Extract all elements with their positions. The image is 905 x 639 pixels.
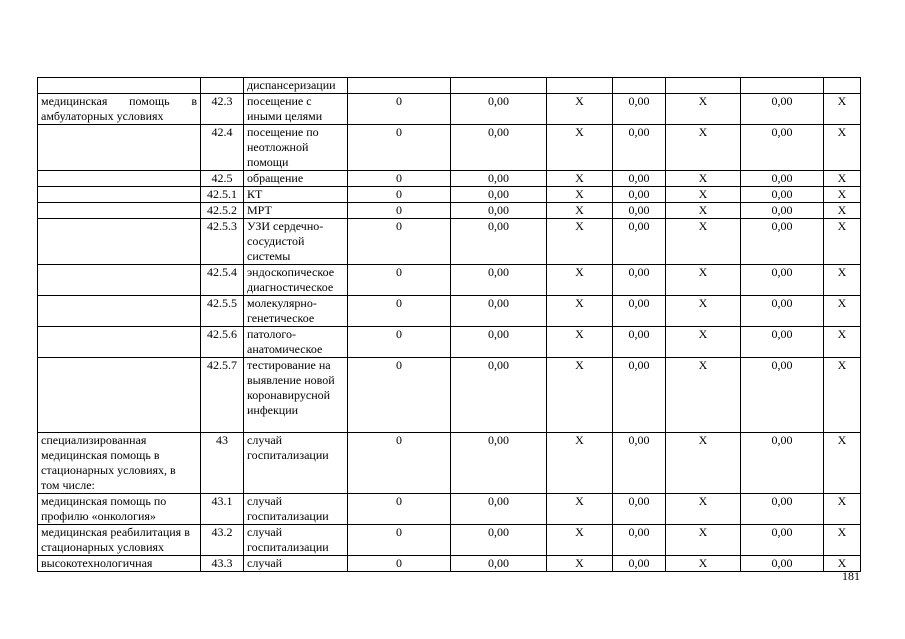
service-name-cell bbox=[38, 171, 201, 187]
value-cell: 0,00 bbox=[613, 125, 666, 171]
value-cell: 0,00 bbox=[741, 358, 824, 433]
unit-cell: МРТ bbox=[244, 203, 348, 219]
value-cell: 0,00 bbox=[741, 203, 824, 219]
unit-cell: молекулярно-генетическое bbox=[244, 296, 348, 327]
table-row bbox=[38, 494, 861, 525]
table-row bbox=[38, 171, 861, 187]
value-cell: X bbox=[666, 94, 741, 125]
row-code-cell: 42.5.2 bbox=[201, 203, 244, 219]
value-cell: 0,00 bbox=[451, 125, 547, 171]
value-cell bbox=[666, 78, 741, 94]
unit-cell: эндоскопическое диагностическое bbox=[244, 265, 348, 296]
row-code-cell: 42.3 bbox=[201, 94, 244, 125]
value-cell: 0,00 bbox=[613, 94, 666, 125]
row-code-cell: 43 bbox=[201, 433, 244, 494]
table-row bbox=[38, 265, 861, 296]
unit-cell: УЗИ сердечно-сосудистой системы bbox=[244, 219, 348, 265]
service-name-cell bbox=[38, 203, 201, 219]
row-code-cell: 43.1 bbox=[201, 494, 244, 525]
table-row bbox=[38, 358, 861, 433]
value-cell: X bbox=[666, 296, 741, 327]
value-cell: 0 bbox=[348, 125, 451, 171]
value-cell: 0,00 bbox=[451, 433, 547, 494]
value-cell bbox=[741, 78, 824, 94]
value-cell: 0,00 bbox=[741, 525, 824, 556]
service-name-cell bbox=[38, 265, 201, 296]
value-cell: 0 bbox=[348, 219, 451, 265]
value-cell: X bbox=[824, 525, 861, 556]
value-cell: X bbox=[547, 433, 613, 494]
unit-cell: случай госпитализации bbox=[244, 494, 348, 525]
value-cell: 0,00 bbox=[741, 171, 824, 187]
value-cell: 0,00 bbox=[613, 494, 666, 525]
value-cell: 0 bbox=[348, 327, 451, 358]
value-cell: X bbox=[666, 556, 741, 572]
value-cell: 0,00 bbox=[451, 494, 547, 525]
service-name-cell bbox=[38, 219, 201, 265]
value-cell: 0,00 bbox=[451, 187, 547, 203]
value-cell: X bbox=[547, 203, 613, 219]
value-cell: 0,00 bbox=[741, 125, 824, 171]
value-cell: X bbox=[824, 219, 861, 265]
value-cell: 0,00 bbox=[613, 525, 666, 556]
value-cell: 0 bbox=[348, 265, 451, 296]
value-cell: X bbox=[547, 525, 613, 556]
unit-cell: случай госпитализации bbox=[244, 525, 348, 556]
table-row bbox=[38, 125, 861, 171]
value-cell: X bbox=[824, 358, 861, 433]
value-cell bbox=[348, 78, 451, 94]
value-cell: X bbox=[666, 494, 741, 525]
value-cell: X bbox=[666, 327, 741, 358]
value-cell: X bbox=[824, 203, 861, 219]
value-cell: 0,00 bbox=[741, 327, 824, 358]
value-cell: X bbox=[666, 433, 741, 494]
value-cell: 0 bbox=[348, 94, 451, 125]
value-cell: 0,00 bbox=[613, 556, 666, 572]
value-cell: X bbox=[547, 171, 613, 187]
value-cell: X bbox=[824, 265, 861, 296]
value-cell: 0 bbox=[348, 187, 451, 203]
unit-cell: обращение bbox=[244, 171, 348, 187]
value-cell: X bbox=[547, 358, 613, 433]
value-cell: 0,00 bbox=[613, 203, 666, 219]
value-cell: 0 bbox=[348, 171, 451, 187]
table-row bbox=[38, 219, 861, 265]
row-code-cell: 42.5 bbox=[201, 171, 244, 187]
value-cell: 0,00 bbox=[451, 556, 547, 572]
row-code-cell bbox=[201, 78, 244, 94]
value-cell: 0,00 bbox=[613, 219, 666, 265]
value-cell: 0,00 bbox=[451, 171, 547, 187]
value-cell: X bbox=[666, 265, 741, 296]
unit-cell: посещение с иными целями bbox=[244, 94, 348, 125]
service-name-cell bbox=[38, 296, 201, 327]
value-cell: X bbox=[824, 433, 861, 494]
value-cell: 0,00 bbox=[741, 433, 824, 494]
service-name-cell: специализированная медицинская помощь в стационарных условиях, в том числе: bbox=[38, 433, 201, 494]
service-name-cell bbox=[38, 358, 201, 433]
value-cell: 0,00 bbox=[451, 296, 547, 327]
value-cell: 0 bbox=[348, 433, 451, 494]
value-cell: X bbox=[547, 219, 613, 265]
value-cell: X bbox=[547, 265, 613, 296]
value-cell: X bbox=[666, 525, 741, 556]
value-cell: X bbox=[666, 187, 741, 203]
table-row bbox=[38, 556, 861, 572]
value-cell: 0,00 bbox=[613, 358, 666, 433]
value-cell: X bbox=[547, 187, 613, 203]
value-cell: 0 bbox=[348, 296, 451, 327]
value-cell: X bbox=[547, 556, 613, 572]
value-cell: 0 bbox=[348, 556, 451, 572]
value-cell: X bbox=[547, 125, 613, 171]
unit-cell: тестирование на выявление новой коронавирусной инфекции bbox=[244, 358, 348, 433]
table-row bbox=[38, 78, 861, 94]
value-cell: X bbox=[666, 358, 741, 433]
unit-cell: посещение по неотложной помощи bbox=[244, 125, 348, 171]
value-cell: 0,00 bbox=[741, 296, 824, 327]
value-cell: 0,00 bbox=[451, 94, 547, 125]
value-cell: 0,00 bbox=[741, 265, 824, 296]
value-cell: X bbox=[824, 187, 861, 203]
value-cell: 0,00 bbox=[741, 556, 824, 572]
value-cell: 0,00 bbox=[451, 219, 547, 265]
service-name-cell bbox=[38, 78, 201, 94]
value-cell: X bbox=[666, 203, 741, 219]
value-cell: X bbox=[547, 327, 613, 358]
service-name-cell bbox=[38, 327, 201, 358]
value-cell: 0 bbox=[348, 203, 451, 219]
value-cell: 0,00 bbox=[613, 296, 666, 327]
value-cell bbox=[451, 78, 547, 94]
service-name-cell: высокотехнологичная bbox=[38, 556, 201, 572]
value-cell: X bbox=[824, 494, 861, 525]
value-cell: 0,00 bbox=[741, 187, 824, 203]
row-code-cell: 42.5.5 bbox=[201, 296, 244, 327]
row-code-cell: 42.5.4 bbox=[201, 265, 244, 296]
value-cell: 0,00 bbox=[451, 265, 547, 296]
value-cell bbox=[824, 78, 861, 94]
row-code-cell: 43.3 bbox=[201, 556, 244, 572]
row-code-cell: 42.5.7 bbox=[201, 358, 244, 433]
value-cell: 0 bbox=[348, 358, 451, 433]
value-cell: X bbox=[824, 327, 861, 358]
value-cell: X bbox=[666, 125, 741, 171]
service-name-cell bbox=[38, 187, 201, 203]
value-cell: X bbox=[824, 94, 861, 125]
table-row bbox=[38, 525, 861, 556]
value-cell: 0 bbox=[348, 525, 451, 556]
value-cell: 0,00 bbox=[613, 327, 666, 358]
row-code-cell: 43.2 bbox=[201, 525, 244, 556]
value-cell: 0,00 bbox=[451, 525, 547, 556]
value-cell: X bbox=[666, 219, 741, 265]
row-code-cell: 42.5.1 bbox=[201, 187, 244, 203]
value-cell: 0,00 bbox=[451, 203, 547, 219]
data-table bbox=[37, 77, 861, 572]
value-cell: X bbox=[824, 296, 861, 327]
service-name-cell bbox=[38, 125, 201, 171]
value-cell: X bbox=[547, 494, 613, 525]
value-cell: 0,00 bbox=[741, 94, 824, 125]
value-cell: X bbox=[666, 171, 741, 187]
unit-cell: случай bbox=[244, 556, 348, 572]
table-row bbox=[38, 187, 861, 203]
value-cell: 0,00 bbox=[613, 433, 666, 494]
table-row bbox=[38, 94, 861, 125]
value-cell: 0,00 bbox=[741, 219, 824, 265]
service-name-cell: медицинская помощь в амбулаторных условиях bbox=[38, 94, 201, 125]
page-number: 181 bbox=[842, 569, 860, 583]
table-row bbox=[38, 203, 861, 219]
table-row bbox=[38, 327, 861, 358]
service-name-cell: медицинская помощь по профилю «онкология» bbox=[38, 494, 201, 525]
row-code-cell: 42.4 bbox=[201, 125, 244, 171]
value-cell: X bbox=[824, 171, 861, 187]
value-cell bbox=[613, 78, 666, 94]
value-cell: 0,00 bbox=[451, 358, 547, 433]
value-cell: X bbox=[824, 125, 861, 171]
value-cell bbox=[547, 78, 613, 94]
value-cell: 0,00 bbox=[613, 187, 666, 203]
value-cell: X bbox=[547, 296, 613, 327]
row-code-cell: 42.5.3 bbox=[201, 219, 244, 265]
value-cell: X bbox=[824, 556, 861, 572]
table-row bbox=[38, 433, 861, 494]
value-cell: 0,00 bbox=[613, 265, 666, 296]
unit-cell: случай госпитализации bbox=[244, 433, 348, 494]
row-code-cell: 42.5.6 bbox=[201, 327, 244, 358]
value-cell: 0,00 bbox=[451, 327, 547, 358]
unit-cell: диспансеризации bbox=[244, 78, 348, 94]
value-cell: X bbox=[547, 94, 613, 125]
value-cell: 0,00 bbox=[613, 171, 666, 187]
value-cell: 0,00 bbox=[741, 494, 824, 525]
value-cell: 0 bbox=[348, 494, 451, 525]
unit-cell: патолого-анатомическое bbox=[244, 327, 348, 358]
unit-cell: КТ bbox=[244, 187, 348, 203]
service-name-cell: медицинская реабилитация в стационарных условиях bbox=[38, 525, 201, 556]
table-row bbox=[38, 296, 861, 327]
